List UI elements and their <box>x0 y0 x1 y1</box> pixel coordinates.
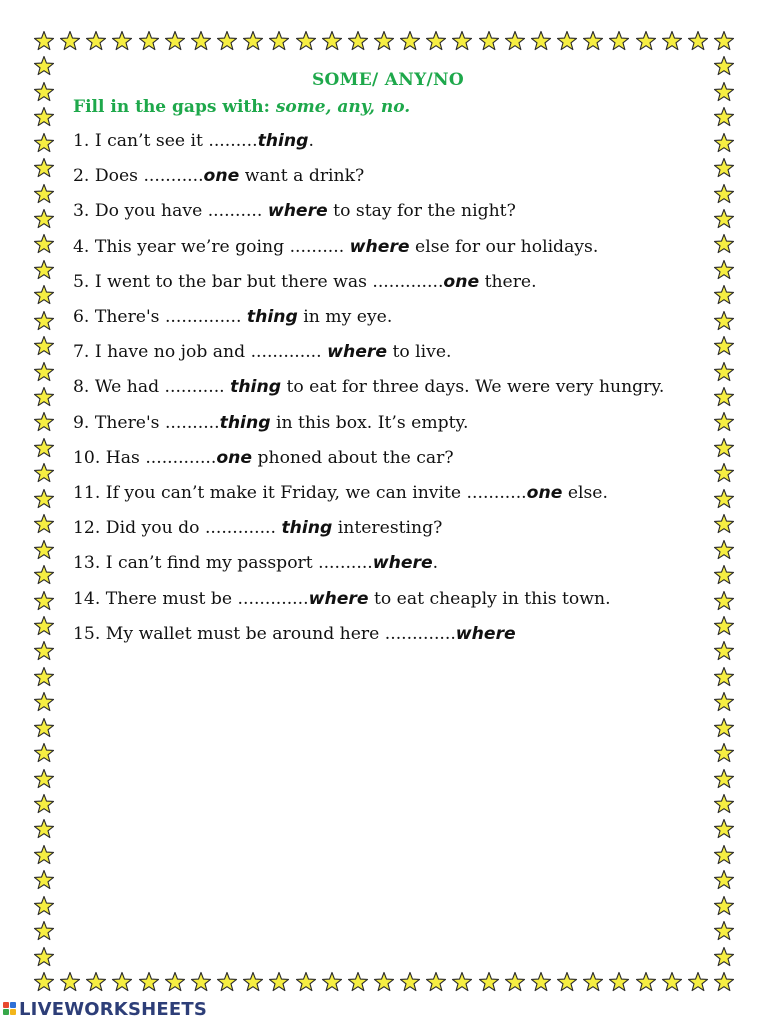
item-answer: where <box>455 623 516 644</box>
star-icon <box>713 106 735 128</box>
star-icon <box>713 55 735 77</box>
item-text: 14. There must be ............. <box>73 588 309 609</box>
star-icon <box>33 768 55 790</box>
star-icon <box>33 437 55 459</box>
star-icon <box>190 30 212 52</box>
star-icon <box>268 971 290 993</box>
worksheet-title: SOME/ ANY/NO <box>311 70 464 90</box>
star-icon <box>713 818 735 840</box>
star-icon <box>713 691 735 713</box>
star-icon <box>399 971 421 993</box>
star-icon <box>33 869 55 891</box>
item-text: 10. Has ............. <box>73 447 217 468</box>
star-icon <box>530 30 552 52</box>
star-icon <box>33 717 55 739</box>
star-icon <box>713 335 735 357</box>
star-icon <box>478 971 500 993</box>
star-icon <box>713 666 735 688</box>
item-answer: thing <box>281 518 333 539</box>
item-text: 1. I can’t see it ......... <box>73 131 258 151</box>
star-icon <box>504 971 526 993</box>
star-icon <box>582 30 604 52</box>
exercise-item <box>73 335 703 370</box>
item-answer: where <box>349 236 410 257</box>
star-icon <box>713 233 735 255</box>
star-icon <box>33 411 55 433</box>
star-icon <box>713 183 735 205</box>
item-text: 3. Do you have .......... <box>73 201 268 222</box>
star-icon <box>33 742 55 764</box>
item-text-end: to eat for three days. We were very hungry. <box>281 377 665 398</box>
exercise-item <box>73 476 703 511</box>
star-icon <box>190 971 212 993</box>
item-text: 13. I can’t find my passport .......... <box>73 553 373 574</box>
item-text-end: there. <box>479 271 537 292</box>
exercise-item <box>73 441 703 476</box>
star-icon <box>33 895 55 917</box>
star-icon <box>713 946 735 968</box>
star-icon <box>33 386 55 408</box>
star-icon <box>33 946 55 968</box>
star-icon <box>33 640 55 662</box>
star-icon <box>713 717 735 739</box>
star-icon <box>242 971 264 993</box>
star-icon <box>33 691 55 713</box>
exercise-item <box>73 194 703 229</box>
star-icon <box>321 30 343 52</box>
star-icon <box>85 971 107 993</box>
star-icon <box>713 971 735 993</box>
star-icon <box>713 157 735 179</box>
item-text-end: phoned about the car? <box>252 447 454 468</box>
star-icon <box>33 30 55 52</box>
star-icon <box>713 895 735 917</box>
exercise-item <box>73 124 703 159</box>
star-icon <box>138 971 160 993</box>
star-icon <box>164 971 186 993</box>
instruction <box>73 94 703 120</box>
item-text-end: interesting? <box>332 518 443 539</box>
star-icon <box>635 971 657 993</box>
exercise-item <box>73 159 703 194</box>
star-icon <box>33 106 55 128</box>
item-text: 5. I went to the bar but there was ............. <box>73 271 444 292</box>
star-icon <box>713 462 735 484</box>
star-icon <box>661 971 683 993</box>
star-icon <box>425 30 447 52</box>
star-icon <box>713 793 735 815</box>
star-icon <box>530 971 552 993</box>
star-icon <box>635 30 657 52</box>
item-text-end: else for our holidays. <box>409 236 599 257</box>
worksheet-content <box>73 68 703 652</box>
star-icon <box>713 742 735 764</box>
star-icon <box>713 513 735 535</box>
star-icon <box>59 971 81 993</box>
star-icon <box>33 208 55 230</box>
item-text: 12. Did you do ............. <box>73 518 282 539</box>
liveworksheets-logo <box>3 998 207 1020</box>
item-text-end: . <box>308 131 314 151</box>
star-icon <box>713 590 735 612</box>
star-icon <box>33 818 55 840</box>
star-icon <box>661 30 683 52</box>
star-icon <box>713 284 735 306</box>
item-text: 2. Does ........... <box>73 166 204 187</box>
star-icon <box>713 361 735 383</box>
logo-text: LIVEWORKSHEETS <box>19 998 208 1020</box>
star-icon <box>33 793 55 815</box>
star-icon <box>138 30 160 52</box>
exercise-list <box>73 124 703 652</box>
star-icon <box>111 30 133 52</box>
item-text-end: in my eye. <box>297 307 393 328</box>
star-icon <box>33 183 55 205</box>
star-icon <box>608 971 630 993</box>
star-icon <box>33 615 55 637</box>
star-icon <box>33 844 55 866</box>
item-answer: where <box>372 553 433 574</box>
star-icon <box>33 488 55 510</box>
item-answer: where <box>327 342 387 363</box>
item-text: 7. I have no job and ............. <box>73 342 328 363</box>
star-icon <box>399 30 421 52</box>
star-icon <box>33 335 55 357</box>
item-answer: one <box>216 447 253 468</box>
star-icon <box>164 30 186 52</box>
star-icon <box>33 132 55 154</box>
exercise-item <box>73 230 703 265</box>
item-text-end: want a drink? <box>239 166 365 187</box>
item-answer: one <box>526 483 563 504</box>
item-text: 15. My wallet must be around here ............. <box>73 623 456 644</box>
star-icon <box>33 920 55 942</box>
item-text: 11. If you can’t make it Friday, we can invite ........... <box>73 483 527 504</box>
item-answer: thing <box>257 131 309 151</box>
star-icon <box>33 564 55 586</box>
star-icon <box>33 971 55 993</box>
star-icon <box>713 310 735 332</box>
item-text: 8. We had ........... <box>73 377 231 398</box>
item-answer: where <box>267 201 328 222</box>
star-icon <box>582 971 604 993</box>
star-icon <box>33 259 55 281</box>
item-text: 4. This year we’re going .......... <box>73 236 350 257</box>
exercise-item <box>73 546 703 581</box>
star-icon <box>33 462 55 484</box>
star-icon <box>556 971 578 993</box>
star-icon <box>713 81 735 103</box>
star-icon <box>111 971 133 993</box>
item-answer: thing <box>219 412 271 433</box>
star-icon <box>33 81 55 103</box>
star-icon <box>347 971 369 993</box>
star-icon <box>713 564 735 586</box>
star-icon <box>713 768 735 790</box>
item-answer: thing <box>246 307 298 328</box>
item-text-end: . <box>432 553 439 574</box>
star-icon <box>33 55 55 77</box>
star-icon <box>321 971 343 993</box>
star-icon <box>713 208 735 230</box>
item-text-end: to live. <box>386 342 452 363</box>
item-answer: one <box>203 166 240 187</box>
star-icon <box>347 30 369 52</box>
item-text: 6. There's .............. <box>73 307 247 328</box>
star-icon <box>216 30 238 52</box>
item-text-end: in this box. It’s empty. <box>270 412 469 433</box>
star-icon <box>451 971 473 993</box>
star-icon <box>608 30 630 52</box>
star-icon <box>713 488 735 510</box>
star-icon <box>425 971 447 993</box>
star-icon <box>242 30 264 52</box>
star-icon <box>33 310 55 332</box>
star-icon <box>687 30 709 52</box>
star-icon <box>33 666 55 688</box>
star-icon <box>373 971 395 993</box>
star-icon <box>713 615 735 637</box>
star-icon <box>687 971 709 993</box>
star-icon <box>59 30 81 52</box>
star-icon <box>713 132 735 154</box>
item-answer: thing <box>230 377 281 398</box>
star-icon <box>373 30 395 52</box>
exercise-item <box>73 406 703 441</box>
star-icon <box>713 640 735 662</box>
star-icon <box>33 157 55 179</box>
star-icon <box>33 361 55 383</box>
star-icon <box>295 30 317 52</box>
star-icon <box>713 539 735 561</box>
star-icon <box>33 284 55 306</box>
star-icon <box>713 259 735 281</box>
star-icon <box>85 30 107 52</box>
star-icon <box>33 513 55 535</box>
star-icon <box>216 971 238 993</box>
item-answer: one <box>443 271 480 292</box>
star-icon <box>295 971 317 993</box>
star-icon <box>504 30 526 52</box>
star-icon <box>33 539 55 561</box>
star-icon <box>713 437 735 459</box>
star-icon <box>33 590 55 612</box>
star-icon <box>713 30 735 52</box>
star-icon <box>268 30 290 52</box>
star-icon <box>556 30 578 52</box>
star-icon <box>33 233 55 255</box>
exercise-item <box>73 265 703 300</box>
item-text-end: to stay for the night? <box>327 201 516 222</box>
star-icon <box>713 920 735 942</box>
liveworksheets-logo-icon <box>3 1002 17 1016</box>
star-icon <box>713 386 735 408</box>
item-text: 9. There's .......... <box>73 412 220 433</box>
instruction-words: some, any, no. <box>275 97 411 117</box>
star-icon <box>713 411 735 433</box>
exercise-item <box>73 582 703 617</box>
item-text-end: to eat cheaply in this town. <box>368 588 611 609</box>
item-text-end: else. <box>562 483 608 504</box>
star-icon <box>713 869 735 891</box>
exercise-item <box>73 300 703 335</box>
exercise-item <box>73 617 703 652</box>
exercise-item <box>73 511 703 546</box>
item-answer: where <box>308 588 369 609</box>
instruction-prefix: Fill in the gaps with: <box>73 97 276 117</box>
exercise-item <box>73 370 703 405</box>
star-icon <box>713 844 735 866</box>
star-icon <box>478 30 500 52</box>
star-icon <box>451 30 473 52</box>
